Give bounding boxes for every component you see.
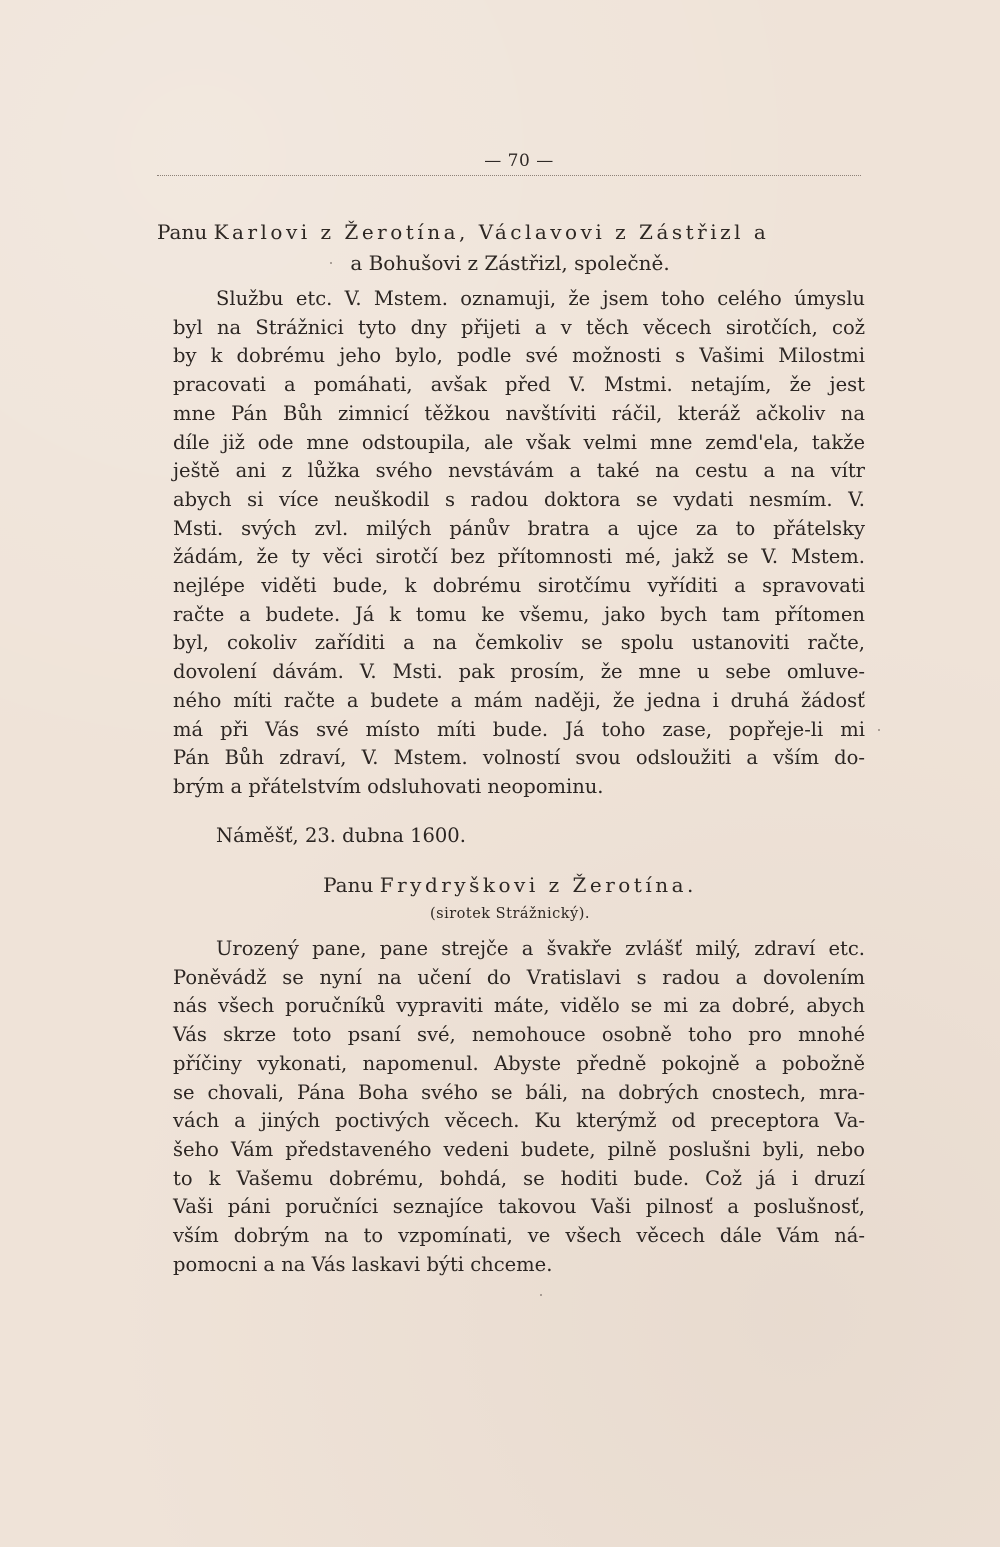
letter-1-line: brým a přátelstvím odsluhovati neopominu. [173, 774, 604, 798]
letter-2-line: Poněvádž se nyní na učení do Vratislavi s radou a dovolením [173, 965, 865, 989]
letter-1-body [173, 285, 865, 802]
paper-speck [330, 262, 332, 264]
letter-2-heading [157, 870, 863, 925]
letter-1-line: abych si více neuškodil s radou doktora se vydati nesmím. V. [173, 487, 865, 511]
letter-1-line: má při Vás své místo míti bude. Já toho zase, popřeje-li mi [173, 717, 865, 741]
letter-1-line: račte a budete. Já k tomu ke všemu, jako bych tam přítomen [173, 602, 865, 626]
letter-1-line: žádám, že ty věci sirotčí bez přítomnosti mé, jakž se V. Mstem. [173, 545, 865, 569]
letter-1-line: Pán Bůh zdraví, V. Mstem. volností svou odsloužiti a vším do- [173, 746, 865, 770]
letter-2-heading-line-1 [157, 870, 863, 901]
letter-2-line: Vaši páni poručníci seznajíce takovou Vaši pilnosť a poslušnosť, [173, 1195, 865, 1219]
letter-2-line: vším dobrým na to vzpomínati, ve všech věcech dále Vám ná- [173, 1224, 865, 1248]
letter-1-dateline: Náměšť, 23. dubna 1600. [216, 824, 466, 847]
letter-1-line: Službu etc. V. Mstem. oznamuji, že jsem toho celého úmyslu [216, 287, 865, 310]
header-divider [157, 175, 861, 176]
letter-1-heading-main: Karlovi z Žerotína, Václavovi z Zástřizl a [213, 220, 770, 244]
letter-1-line: by k dobrému jeho bylo, podle své možnosti s Vašimi Milostmi [173, 344, 865, 368]
paper-speck [878, 729, 880, 731]
letter-1-heading [157, 217, 863, 279]
letter-1-line: byl, cokoliv zaříditi a na čemkoliv se spolu ustanoviti račte, [173, 631, 865, 655]
letter-1-line: Msti. svých zvl. milých pánův bratra a ujce za to přátelsky [173, 516, 865, 540]
letter-1-heading-line-1 [157, 217, 863, 248]
letter-2-sub-note: (sirotek Strážnický). [429, 906, 591, 922]
letter-1-line: mne Pán Bůh zimnicí těžkou navštíviti ráčil, kteráž ačkoliv na [173, 401, 865, 425]
letter-2-line: pomocni a na Vás laskavi býti chceme. [173, 1252, 553, 1276]
letter-2-heading-prefix: Panu [323, 873, 374, 897]
letter-1-line: byl na Strážnici tyto dny přijeti a v těch věcech sirotčích, což [173, 315, 865, 339]
page-number: — 70 — [484, 151, 554, 171]
letter-2-line: se chovali, Pána Boha svého se báli, na dobrých cnostech, mra- [173, 1080, 865, 1104]
letter-1-heading-prefix: Panu [157, 220, 208, 244]
letter-2-line: vách a jiných poctivých věcech. Ku kterýmž od preceptora Va- [173, 1109, 865, 1133]
letter-2-line: to k Vašemu dobrému, bohdá, se hoditi bude. Což já i druzí [173, 1166, 865, 1190]
paper-speck [540, 1294, 542, 1296]
letter-1-line: díle již ode mne odstoupila, ale však velmi mne zemd'ela, takže [173, 430, 865, 454]
letter-2-line: nás všech poručníků vypraviti máte, vidělo se mi za dobré, abych [173, 994, 865, 1018]
letter-2-line: Vás skrze toto psaní své, nemohouce osobně toho pro mnohé [173, 1023, 865, 1047]
letter-2-line: šeho Vám představeného vedeni budete, pilně poslušni byli, nebo [173, 1137, 865, 1161]
letter-1-line: dovolení dávám. V. Msti. pak prosím, že mne u sebe omluve- [173, 660, 865, 684]
letter-1-line: nejlépe viděti bude, k dobrému sirotčímu vyříditi a spravovati [173, 574, 865, 598]
letter-1-heading-line-2: a Bohušovi z Zástřizl, společně. [350, 251, 670, 275]
letter-2-line: Urozený pane, pane strejče a švakře zvlášť milý, zdraví etc. [216, 937, 865, 960]
letter-1-line: ještě ani z lůžka svého nevstávám a také na cestu a na vítr [173, 459, 865, 483]
letter-1-line: ného míti račte a budete a mám naději, že jedna i druhá žádosť [173, 688, 865, 712]
letter-2-line: příčiny vykonati, napomenul. Abyste předně pokojně a pobožně [173, 1051, 865, 1075]
letter-1-line: pracovati a pomáhati, avšak před V. Mstmi. netajím, že jest [173, 373, 865, 397]
letter-2-heading-main: Frydryškovi z Žerotína. [379, 873, 697, 897]
letter-2-body [173, 935, 865, 1279]
